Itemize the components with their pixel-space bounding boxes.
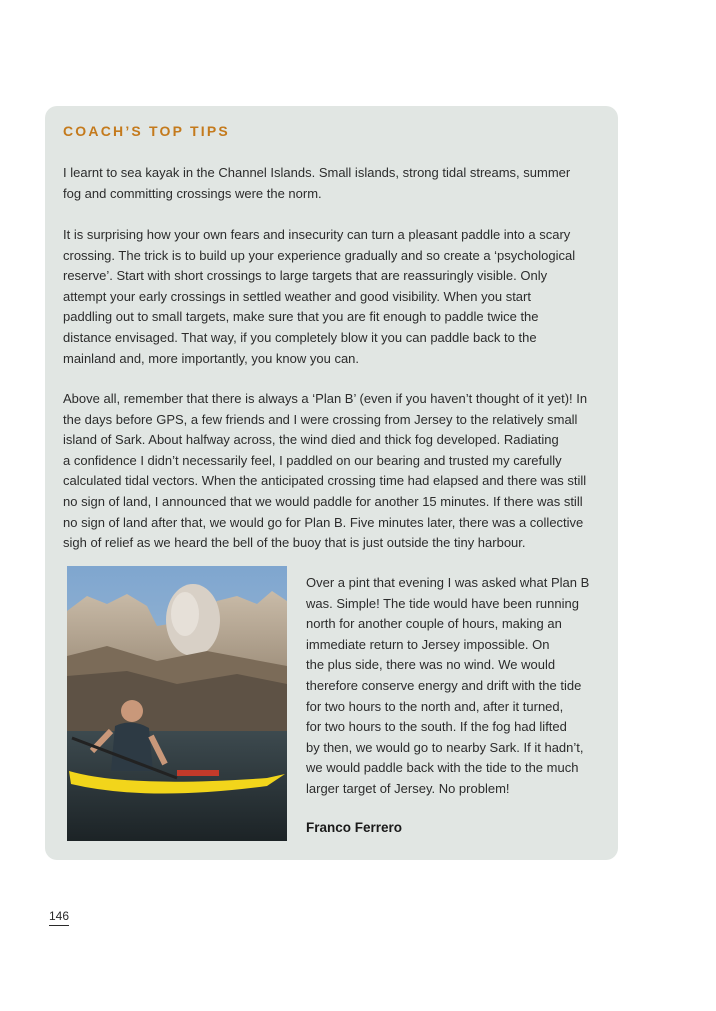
text-line: mainland and, more importantly, you know you can. xyxy=(63,350,360,366)
text-line: crossing. The trick is to build up your experience gradually and so create a ‘psychological xyxy=(63,247,576,263)
text-line: was. Simple! The tide would have been running xyxy=(306,595,579,611)
text-line: I learnt to sea kayak in the Channel Islands. Small islands, strong tidal streams, summer xyxy=(63,165,571,180)
text-line: sigh of relief as we heard the bell of the buoy that is just outside the tiny harbour. xyxy=(63,535,526,551)
text-line: for two hours to the south. If the fog had lifted xyxy=(306,719,567,735)
text-line: It is surprising how your own fears and insecurity can turn a pleasant paddle into a scary xyxy=(63,227,571,242)
text-line: calculated tidal vectors. When the anticipated crossing time had elapsed and there was still xyxy=(63,473,587,489)
text-line: distance envisaged. That way, if you completely blow it you can paddle back to the xyxy=(63,329,537,345)
tips-paragraph-1 xyxy=(63,163,570,204)
text-line: paddling out to small targets, make sure that you are fit enough to paddle twice the xyxy=(63,309,539,325)
text-line: island of Sark. About halfway across, the wind died and thick fog developed. Radiating xyxy=(63,432,559,448)
tips-paragraph-4 xyxy=(306,573,589,800)
text-line: no sign of land, I announced that we would paddle for another 15 minutes. If there was still xyxy=(63,493,583,509)
text-line: fog and committing crossings were the norm. xyxy=(63,185,322,201)
text-line: a confidence I didn’t necessarily feel, I paddled on our bearing and trusted my carefully xyxy=(63,452,562,468)
text-line: therefore conserve energy and drift with the tide xyxy=(306,677,582,693)
kayaker-photo xyxy=(67,566,287,841)
text-line: for two hours to the north and, after it turned, xyxy=(306,698,564,714)
text-line: by then, we would go to nearby Sark. If it hadn’t, xyxy=(306,739,584,755)
page-number: 146 xyxy=(49,909,69,926)
tips-paragraph-2 xyxy=(63,225,575,369)
text-line: north for another couple of hours, making an xyxy=(306,616,562,632)
text-line: larger target of Jersey. No problem! xyxy=(306,780,510,796)
coach-tips-heading: COACH’S TOP TIPS xyxy=(63,123,230,139)
tips-paragraph-3 xyxy=(63,389,587,554)
text-line: Above all, remember that there is always a ‘Plan B’ (even if you haven’t thought of it yet)! In xyxy=(63,391,588,406)
text-line: Over a pint that evening I was asked what Plan B xyxy=(306,575,590,590)
text-line: reserve’. Start with short crossings to large targets that are reassuringly visible. Only xyxy=(63,268,548,284)
text-line: attempt your early crossings in settled weather and good visibility. When you start xyxy=(63,288,531,304)
author-signature: Franco Ferrero xyxy=(306,820,403,835)
text-line: the days before GPS, a few friends and I were crossing from Jersey to the relatively small xyxy=(63,411,578,427)
text-line: we would paddle back with the tide to the much xyxy=(306,760,579,776)
text-line: immediate return to Jersey impossible. On xyxy=(306,636,550,652)
text-line: no sign of land after that, we would go for Plan B. Five minutes later, there was a collective xyxy=(63,514,584,530)
text-line: the plus side, there was no wind. We would xyxy=(306,657,556,673)
